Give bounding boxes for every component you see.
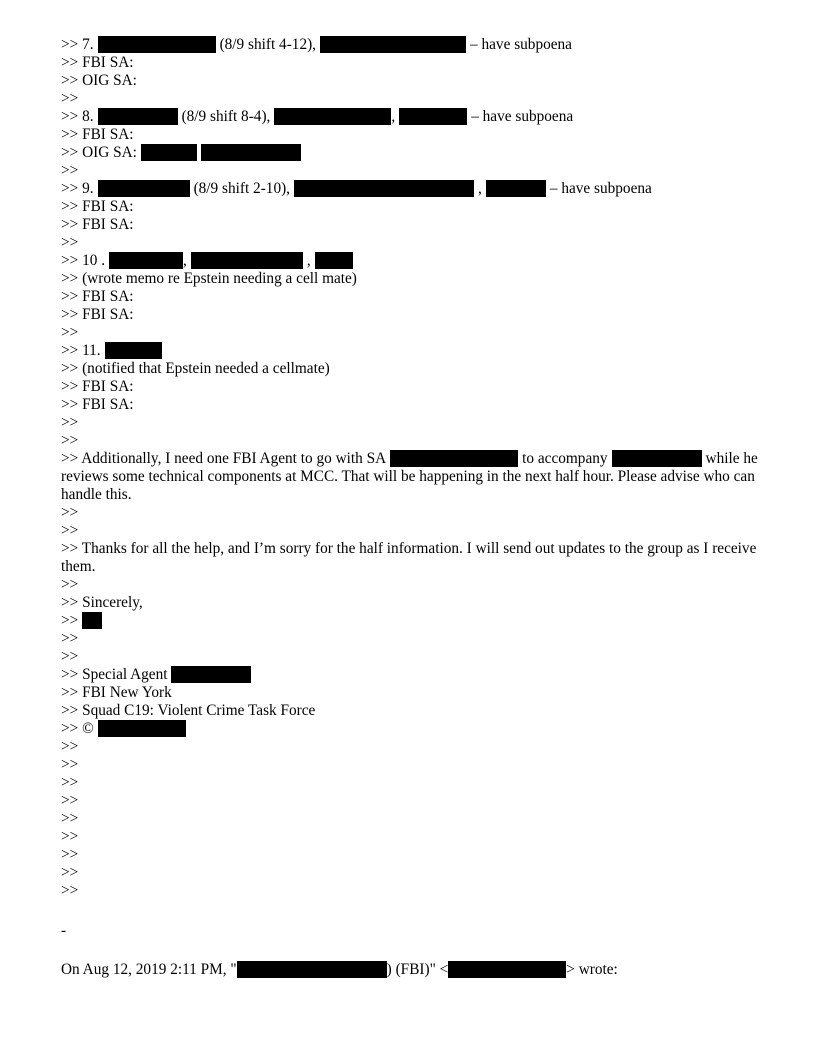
quote-marker-line: >> [61, 324, 79, 341]
item-7-line [61, 36, 781, 54]
office-line: >> FBI New York [61, 684, 172, 701]
quote-marker-line: >> [61, 648, 79, 665]
item-prefix: >> 9. [61, 180, 94, 197]
item-prefix: >> 11. [61, 342, 101, 359]
email-body [61, 36, 781, 979]
quote-marker-line: >> [61, 162, 79, 179]
item-prefix: >> 10 . [61, 252, 106, 269]
fbi-sa-line: >> FBI SA: [61, 306, 134, 323]
quote-marker-line: >> [61, 774, 79, 791]
additional-text: >> Additionally, I need one FBI Agent to go with SA [61, 450, 387, 467]
comma-text: , [391, 108, 396, 125]
item-11-line [61, 342, 781, 360]
redaction-block [274, 108, 391, 125]
oig-sa-label: >> OIG SA: [61, 144, 137, 161]
redaction-block [191, 252, 303, 269]
shift-text: (8/9 shift 4-12), [219, 36, 317, 53]
reply-header-text: On Aug 12, 2019 2:11 PM, " [61, 961, 237, 978]
fbi-sa-line: >> FBI SA: [61, 288, 134, 305]
fbi-sa-line: >> FBI SA: [61, 396, 134, 413]
sincerely-line: >> Sincerely, [61, 594, 143, 611]
quote-marker-line: >> [61, 90, 79, 107]
subpoena-text: – have subpoena [549, 180, 652, 197]
shift-text: (8/9 shift 2-10), [193, 180, 291, 197]
redaction-block [109, 252, 183, 269]
quote-marker-line: >> [61, 810, 79, 827]
additional-text: while he reviews some technical components at MCC. That will be happening in the next half hour. Please advise who can handle this. [61, 450, 758, 503]
quote-marker-line: >> [61, 522, 79, 539]
quote-marker-line: >> [61, 882, 79, 899]
comma-text: , [306, 252, 311, 269]
quote-marker-line: >> [61, 846, 79, 863]
dash-separator: - [61, 922, 67, 939]
redaction-block [448, 961, 566, 978]
additional-text: to accompany [522, 450, 608, 467]
item-prefix: >> 8. [61, 108, 94, 125]
quote-marker-line: >> [61, 504, 79, 521]
item-10-line [61, 252, 781, 270]
redaction-block [399, 108, 467, 125]
reply-header-text: ) (FBI)" < [386, 961, 449, 978]
additional-request-paragraph [61, 450, 781, 504]
redaction-block [141, 144, 197, 161]
fbi-sa-line: >> FBI SA: [61, 378, 134, 395]
quote-marker-line: >> [61, 414, 79, 431]
comma-text: , [183, 252, 187, 269]
redaction-block [237, 961, 387, 978]
quote-marker-line: >> [61, 792, 79, 809]
item-9-line [61, 180, 781, 198]
comma-text: , [478, 180, 482, 197]
redaction-block [171, 666, 251, 683]
note-line: >> (wrote memo re Epstein needing a cell mate) [61, 270, 357, 287]
phone-label: >> © [61, 720, 94, 737]
item-prefix: >> 7. [61, 36, 94, 53]
reply-header-line [61, 961, 781, 979]
quote-marker-line: >> [61, 234, 79, 251]
reply-header-text: > wrote: [566, 961, 618, 978]
redaction-block [98, 720, 186, 737]
special-agent-line [61, 666, 781, 684]
item-8-line [61, 108, 781, 126]
shift-text: (8/9 shift 8-4), [181, 108, 271, 125]
oig-sa-line: >> OIG SA: [61, 72, 137, 89]
special-agent-label: >> Special Agent [61, 666, 168, 683]
redaction-block [82, 612, 102, 629]
thanks-paragraph: >> Thanks for all the help, and I’m sorry for the half information. I will send out updates to the group as I receive them. [61, 540, 757, 575]
quote-marker-line: >> [61, 432, 79, 449]
fbi-sa-line: >> FBI SA: [61, 216, 134, 233]
redaction-block [98, 36, 216, 53]
redaction-block [105, 342, 162, 359]
fbi-sa-line: >> FBI SA: [61, 198, 134, 215]
quote-marker-line: >> [61, 738, 79, 755]
phone-line [61, 720, 781, 738]
subpoena-text: – have subpoena [471, 108, 574, 125]
redaction-block [390, 450, 518, 467]
redaction-block [98, 180, 190, 197]
quote-marker-line: >> [61, 576, 79, 593]
note-line: >> (notified that Epstein needed a cellmate) [61, 360, 330, 377]
quote-marker: >> [61, 612, 79, 629]
oig-sa-line [61, 144, 781, 162]
quote-marker-line: >> [61, 864, 79, 881]
redaction-block [320, 36, 466, 53]
quote-marker-line: >> [61, 756, 79, 773]
redaction-block [294, 180, 474, 197]
redaction-block [315, 252, 353, 269]
redaction-block [486, 180, 546, 197]
squad-line: >> Squad C19: Violent Crime Task Force [61, 702, 316, 719]
fbi-sa-line: >> FBI SA: [61, 54, 134, 71]
signature-name-line [61, 612, 781, 630]
redaction-block [201, 144, 301, 161]
redaction-block [98, 108, 178, 125]
fbi-sa-line: >> FBI SA: [61, 126, 134, 143]
quote-marker-line: >> [61, 828, 79, 845]
quote-marker-line: >> [61, 630, 79, 647]
subpoena-text: – have subpoena [470, 36, 572, 53]
redaction-block [612, 450, 702, 467]
